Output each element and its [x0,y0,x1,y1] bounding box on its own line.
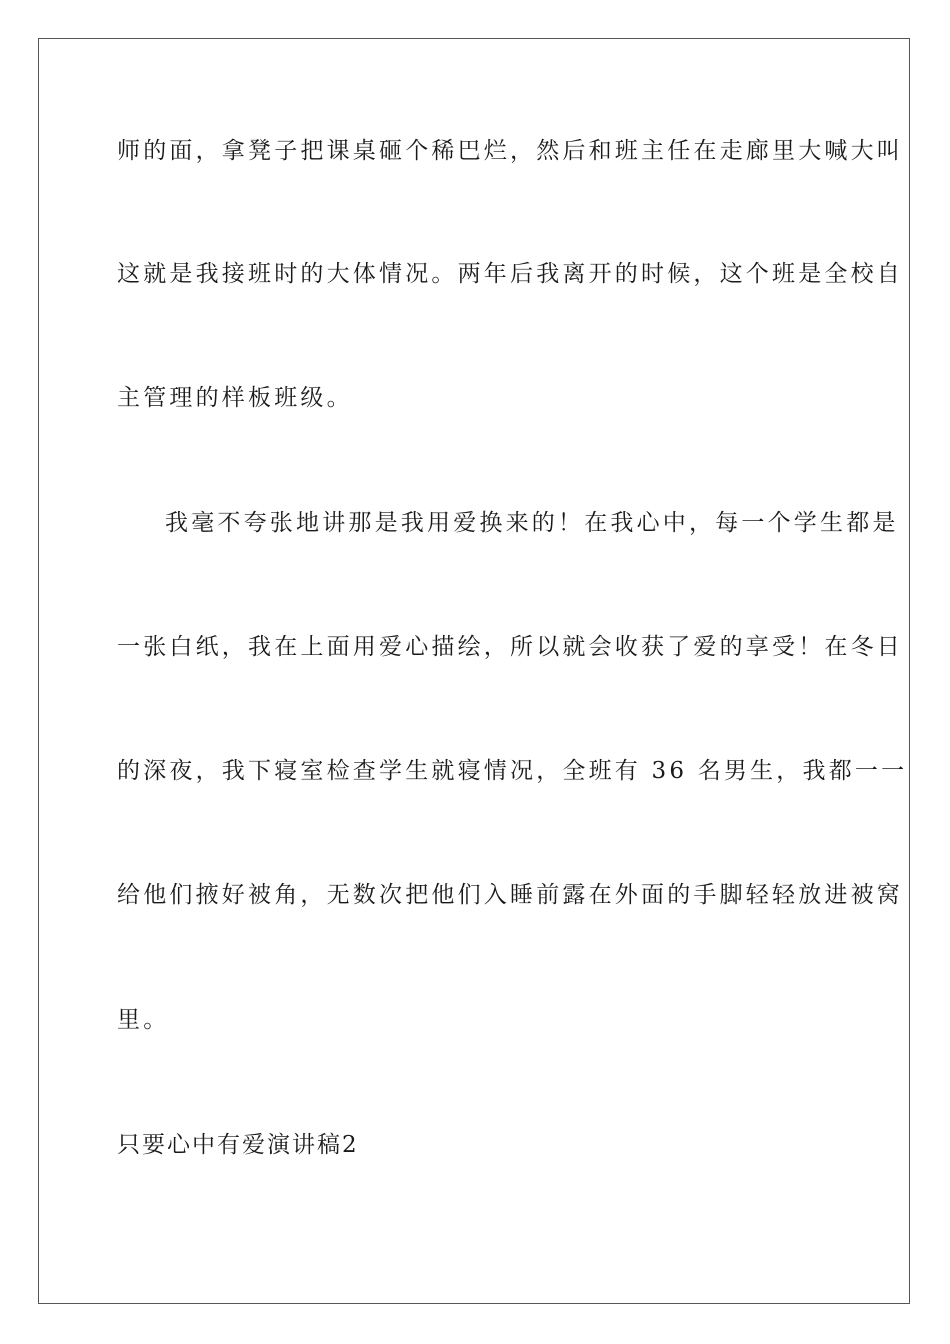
text-line-5: 一张白纸，我在上面用爱心描绘，所以就会收获了爱的享受！在冬日 [117,634,903,660]
text-line-1: 师的面，拿凳子把课桌砸个稀巴烂，然后和班主任在走廊里大喊大叫 [117,138,903,164]
text-line-7: 给他们掖好被角，无数次把他们入睡前露在外面的手脚轻轻放进被窝 [117,882,903,908]
text-line-3: 主管理的样板班级。 [117,385,353,411]
text-line-8: 里。 [117,1007,170,1033]
section-heading: 只要心中有爱演讲稿2 [117,1132,359,1158]
page-border [38,38,910,1304]
text-line-6: 的深夜，我下寝室检查学生就寝情况，全班有 36 名男生，我都一一 [117,758,908,784]
text-line-2: 这就是我接班时的大体情况。两年后我离开的时候，这个班是全校自 [117,261,903,287]
text-line-4: 我毫不夸张地讲那是我用爱换来的！在我心中，每一个学生都是 [165,510,899,536]
